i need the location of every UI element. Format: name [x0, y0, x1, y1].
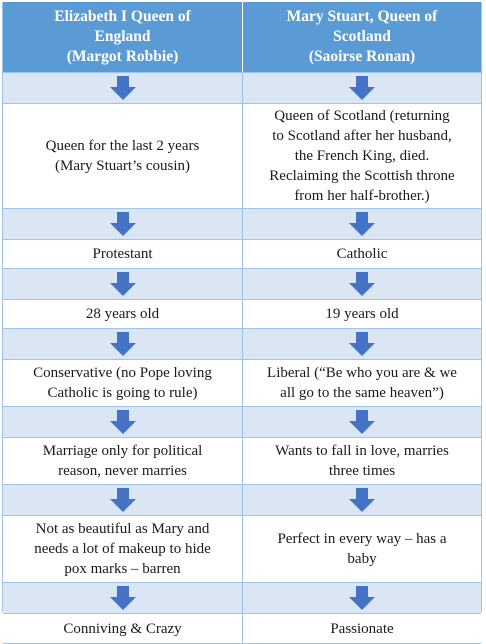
down-arrow-icon — [348, 586, 376, 610]
down-arrow-icon — [348, 332, 376, 356]
table-row — [3, 614, 481, 644]
table-header — [3, 2, 481, 72]
arrow-row — [3, 72, 481, 104]
mary-cell: Perfect in every way – has a baby — [242, 516, 481, 582]
down-arrow-icon — [348, 212, 376, 236]
arrow-row — [3, 328, 481, 360]
down-arrow-icon — [348, 410, 376, 434]
arrow-row — [3, 268, 481, 300]
mary-cell: Wants to fall in love, marries three times — [242, 438, 481, 484]
down-arrow-icon — [109, 76, 137, 100]
down-arrow-icon — [109, 272, 137, 296]
table-row — [3, 360, 481, 406]
arrow-row — [3, 406, 481, 438]
table-row — [3, 438, 481, 484]
mary-cell: 19 years old — [242, 300, 481, 328]
elizabeth-cell: Conservative (no Pope loving Catholic is going to rule) — [33, 365, 212, 401]
down-arrow-icon — [109, 488, 137, 512]
down-arrow-icon — [348, 272, 376, 296]
elizabeth-cell: Marriage only for political reason, never marries — [42, 443, 203, 479]
mary-cell: Catholic — [242, 240, 481, 268]
elizabeth-cell: Protestant — [92, 246, 153, 262]
header-mary: Mary Stuart, Queen of Scotland (Saoirse Ronan) — [242, 2, 481, 72]
arrow-row — [3, 582, 481, 614]
down-arrow-icon — [348, 488, 376, 512]
down-arrow-icon — [109, 212, 137, 236]
comparison-table — [2, 2, 482, 637]
mary-cell: Liberal (“Be who you are & we all go to the same heaven”) — [242, 360, 481, 406]
down-arrow-icon — [348, 76, 376, 100]
table-row — [3, 104, 481, 208]
header-elizabeth: Elizabeth I Queen of England (Margot Robbie) — [54, 8, 191, 65]
down-arrow-icon — [109, 586, 137, 610]
down-arrow-icon — [109, 332, 137, 356]
table-row — [3, 240, 481, 268]
arrow-row — [3, 484, 481, 516]
mary-cell: Queen of Scotland (returning to Scotland after her husband, the French King, died. Reclaiming the Scottish throne from her half-brother.) — [242, 104, 481, 208]
arrow-row — [3, 208, 481, 240]
elizabeth-cell: Queen for the last 2 years (Mary Stuart’s cousin) — [45, 138, 200, 174]
elizabeth-cell: Not as beautiful as Mary and needs a lot of makeup to hide pox marks – barren — [34, 521, 211, 577]
down-arrow-icon — [109, 410, 137, 434]
table-row — [3, 516, 481, 582]
elizabeth-cell: Conniving & Crazy — [63, 620, 182, 637]
elizabeth-cell: 28 years old — [85, 306, 160, 322]
table-row — [3, 300, 481, 328]
mary-cell: Passionate — [242, 614, 481, 643]
